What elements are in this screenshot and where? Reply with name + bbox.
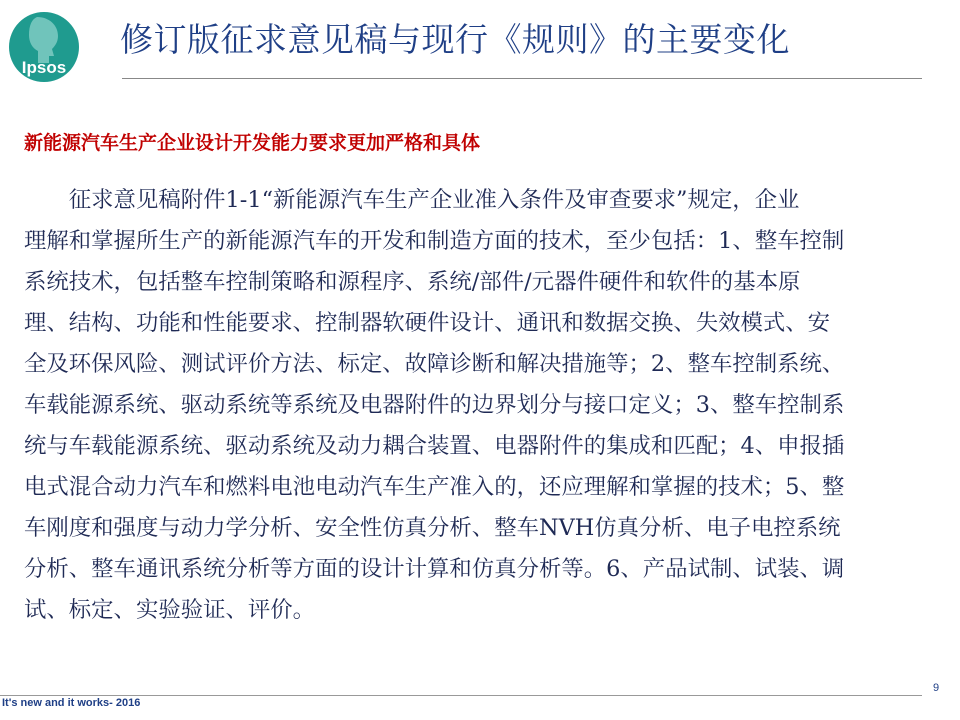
paragraph-line: 车载能源系统、驱动系统等系统及电器附件的边界划分与接口定义；3、整车控制系 (24, 392, 845, 418)
logo-text: Ipsos (21, 58, 67, 77)
paragraph-line: 理、结构、功能和性能要求、控制器软硬件设计、通讯和数据交换、失效模式、安 (24, 310, 831, 336)
paragraph-line: 系统技术，包括整车控制策略和源程序、系统/部件/元器件硬件和软件的基本原 (24, 269, 801, 295)
paragraph-line: 统与车载能源系统、驱动系统及动力耦合装置、电器附件的集成和匹配；4、申报插 (24, 433, 845, 459)
title-divider (122, 78, 922, 79)
page-title: 修订版征求意见稿与现行《规则》的主要变化 (120, 20, 790, 59)
footer-tagline: It's new and it works- 2016 (2, 697, 141, 709)
paragraph-line: 征求意见稿附件1-1“新能源汽车生产企业准入条件及审查要求”规定，企业 (24, 187, 800, 213)
paragraph-line: 电式混合动力汽车和燃料电池电动汽车生产准入的，还应理解和掌握的技术；5、整 (24, 474, 845, 500)
paragraph-line: 全及环保风险、测试评价方法、标定、故障诊断和解决措施等；2、整车控制系统、 (24, 351, 845, 377)
paragraph-line: 试、标定、实验验证、评价。 (24, 597, 316, 623)
paragraph-line: 理解和掌握所生产的新能源汽车的开发和制造方面的技术，至少包括：1、整车控制 (24, 228, 845, 254)
footer-divider (0, 695, 922, 696)
ipsos-logo-mark (8, 11, 80, 83)
ipsos-logo (8, 11, 80, 83)
paragraph-line: 车刚度和强度与动力学分析、安全性仿真分析、整车NVH仿真分析、电子电控系统 (24, 515, 841, 541)
body-paragraph (24, 180, 948, 631)
page-number: 9 (933, 682, 940, 694)
paragraph-line: 分析、整车通讯系统分析等方面的设计计算和仿真分析等。6、产品试制、试装、调 (24, 556, 845, 582)
section-heading: 新能源汽车生产企业设计开发能力要求更加严格和具体 (24, 132, 481, 154)
